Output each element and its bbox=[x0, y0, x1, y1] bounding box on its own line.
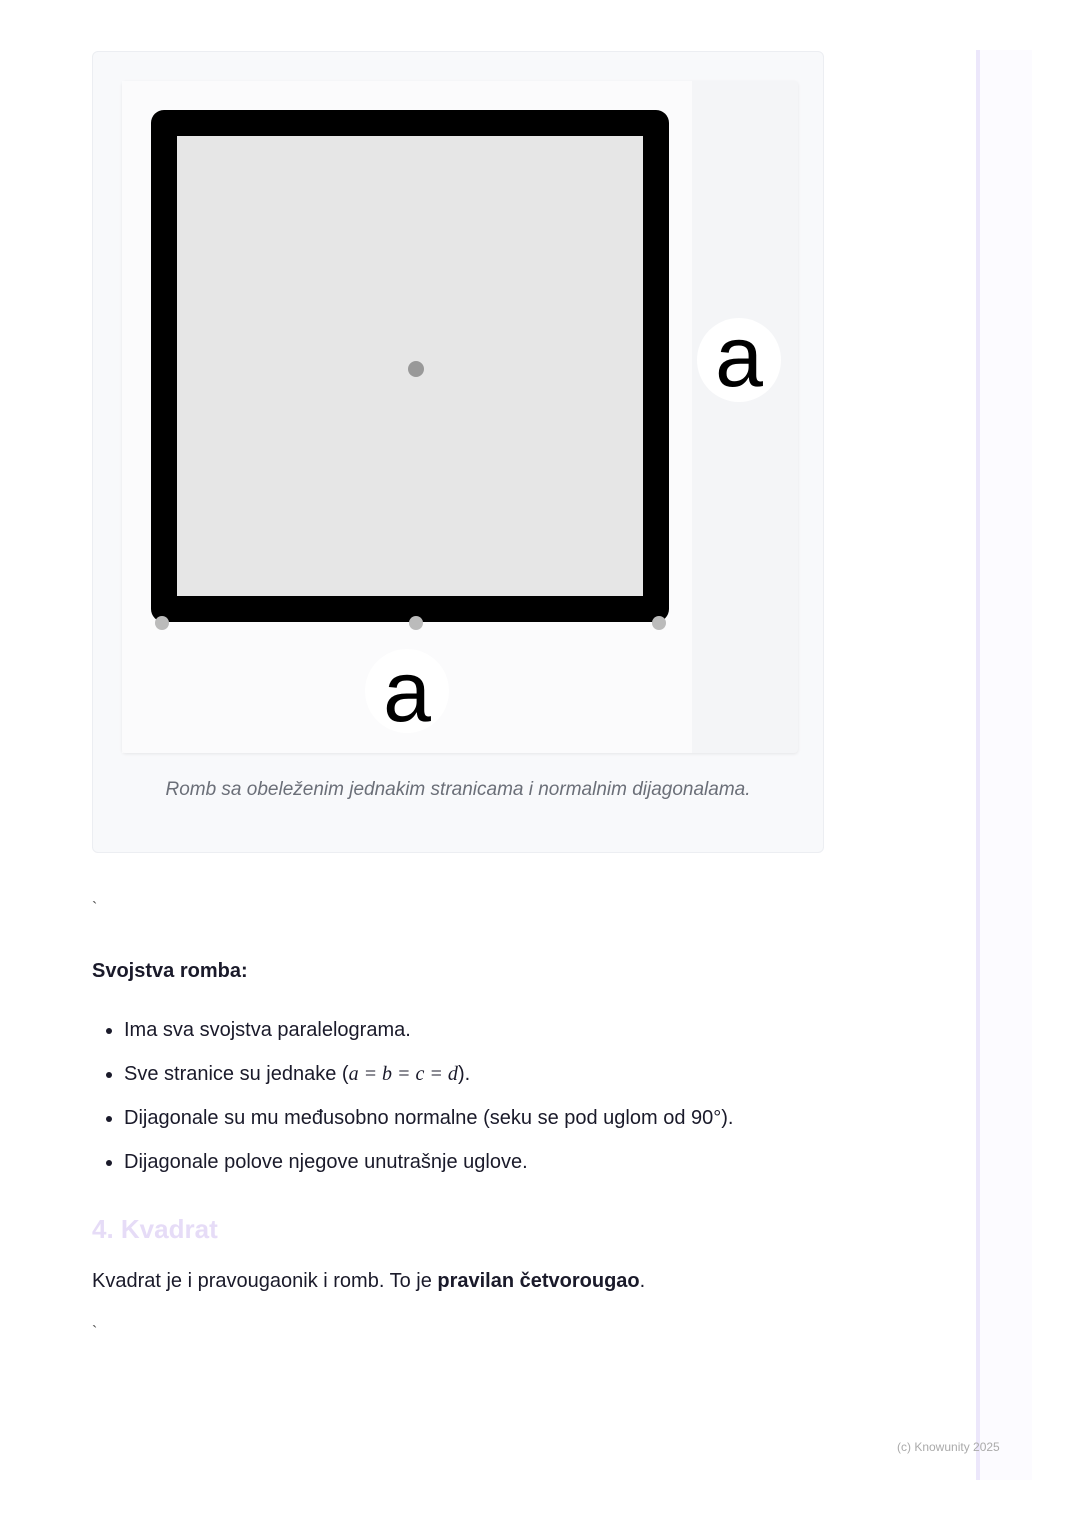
stray-mark: ` bbox=[92, 1324, 98, 1341]
list-item: • Ima sva svojstva paralelograma. bbox=[124, 1008, 884, 1052]
list-item: • Dijagonale su mu međusobno normalne (seku se pod uglom od 90°). bbox=[124, 1096, 884, 1140]
square-diagram bbox=[122, 81, 798, 753]
sidebar-panel bbox=[976, 50, 1032, 1480]
list-text: Sve stranice su jednake ( bbox=[124, 1063, 349, 1085]
bold-term: pravilan četvorougao bbox=[437, 1270, 640, 1292]
equation: a = b = c = d bbox=[348, 1063, 458, 1085]
figure-card bbox=[92, 51, 824, 853]
paragraph-text: Kvadrat je i pravougaonik i romb. To je bbox=[92, 1270, 438, 1292]
copyright: (c) Knowunity 2025 bbox=[897, 1440, 1000, 1454]
stray-mark: ` bbox=[92, 900, 98, 917]
side-label-bottom: a bbox=[383, 644, 431, 740]
properties-heading: Svojstva romba: bbox=[92, 960, 248, 982]
properties-list bbox=[92, 1008, 884, 1184]
list-item bbox=[124, 1052, 884, 1096]
paragraph-text: . bbox=[639, 1270, 646, 1292]
list-text: ). bbox=[457, 1063, 471, 1085]
figure-caption: Romb sa obeleženim jednakim stranicama i normalnim dijagonalama. bbox=[165, 779, 751, 800]
square-illustration bbox=[122, 81, 798, 753]
side-label-right: a bbox=[715, 309, 763, 405]
section-heading: 4. Kvadrat bbox=[92, 1214, 218, 1244]
list-item: • Dijagonale polove njegove unutrašnje uglove. bbox=[124, 1140, 884, 1184]
section-paragraph bbox=[92, 1270, 645, 1293]
